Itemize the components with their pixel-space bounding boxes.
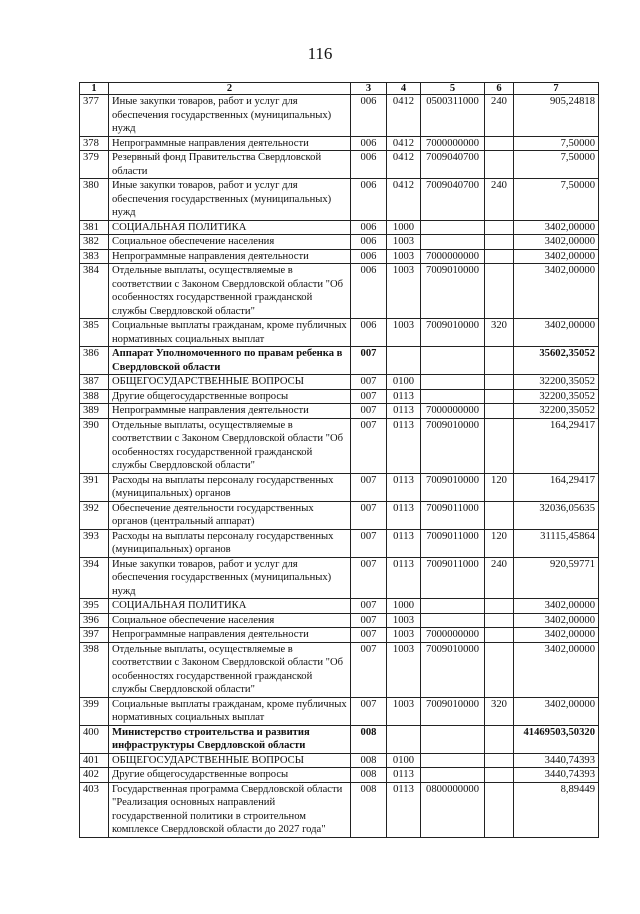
item-name-cell: СОЦИАЛЬНАЯ ПОЛИТИКА (109, 599, 351, 614)
table-row (80, 557, 599, 599)
table-row (80, 347, 599, 375)
header-col-4: 4 (387, 83, 421, 95)
row-number-cell: 399 (80, 697, 109, 725)
department-code-cell: 007 (351, 529, 387, 557)
amount-cell: 31115,45864 (514, 529, 599, 557)
item-name-cell: Расходы на выплаты персоналу государственных (муниципальных) органов (109, 529, 351, 557)
row-number-cell: 395 (80, 599, 109, 614)
section-code-cell: 1003 (387, 319, 421, 347)
header-col-1: 1 (80, 83, 109, 95)
target-article-cell (421, 375, 485, 390)
section-code-cell: 0100 (387, 375, 421, 390)
target-article-cell: 7009010000 (421, 319, 485, 347)
table-row (80, 151, 599, 179)
amount-cell: 164,29417 (514, 418, 599, 473)
row-number-cell: 401 (80, 753, 109, 768)
table-row (80, 768, 599, 783)
target-article-cell (421, 725, 485, 753)
header-col-6: 6 (485, 83, 514, 95)
department-code-cell: 007 (351, 473, 387, 501)
expense-type-cell (485, 404, 514, 419)
item-name-cell: ОБЩЕГОСУДАРСТВЕННЫЕ ВОПРОСЫ (109, 375, 351, 390)
item-name-cell: Отдельные выплаты, осуществляемые в соответствии с Законом Свердловской области "Об особенностях государственной гражданской службы Свердловской области" (109, 642, 351, 697)
item-name-cell: Резервный фонд Правительства Свердловской области (109, 151, 351, 179)
expense-type-cell (485, 628, 514, 643)
table-row (80, 725, 599, 753)
table-row (80, 418, 599, 473)
table-row (80, 697, 599, 725)
target-article-cell: 7009011000 (421, 557, 485, 599)
table-row (80, 375, 599, 390)
section-code-cell: 1000 (387, 599, 421, 614)
section-code-cell: 0113 (387, 389, 421, 404)
target-article-cell: 7009010000 (421, 473, 485, 501)
amount-cell: 3402,00000 (514, 220, 599, 235)
row-number-cell: 403 (80, 782, 109, 837)
section-code-cell: 0412 (387, 179, 421, 221)
target-article-cell: 7009040700 (421, 179, 485, 221)
section-code-cell: 1003 (387, 235, 421, 250)
department-code-cell: 006 (351, 179, 387, 221)
amount-cell: 3402,00000 (514, 599, 599, 614)
item-name-cell: Отдельные выплаты, осуществляемые в соответствии с Законом Свердловской области "Об особенностях государственной гражданской службы Свердловской области" (109, 264, 351, 319)
department-code-cell: 006 (351, 264, 387, 319)
amount-cell: 7,50000 (514, 179, 599, 221)
item-name-cell: Другие общегосударственные вопросы (109, 768, 351, 783)
amount-cell: 7,50000 (514, 136, 599, 151)
department-code-cell: 006 (351, 136, 387, 151)
target-article-cell: 7009011000 (421, 501, 485, 529)
table-row (80, 389, 599, 404)
row-number-cell: 402 (80, 768, 109, 783)
row-number-cell: 385 (80, 319, 109, 347)
section-code-cell: 1003 (387, 249, 421, 264)
amount-cell: 3440,74393 (514, 753, 599, 768)
section-code-cell: 0113 (387, 782, 421, 837)
table-row (80, 642, 599, 697)
row-number-cell: 380 (80, 179, 109, 221)
target-article-cell (421, 768, 485, 783)
header-col-5: 5 (421, 83, 485, 95)
row-number-cell: 387 (80, 375, 109, 390)
target-article-cell (421, 599, 485, 614)
header-col-2: 2 (109, 83, 351, 95)
amount-cell: 905,24818 (514, 95, 599, 137)
target-article-cell: 7000000000 (421, 628, 485, 643)
expense-type-cell: 320 (485, 319, 514, 347)
department-code-cell: 006 (351, 95, 387, 137)
target-article-cell: 7009010000 (421, 697, 485, 725)
target-article-cell (421, 753, 485, 768)
amount-cell: 3402,00000 (514, 235, 599, 250)
item-name-cell: Непрограммные направления деятельности (109, 136, 351, 151)
row-number-cell: 394 (80, 557, 109, 599)
department-code-cell: 007 (351, 404, 387, 419)
amount-cell: 3402,00000 (514, 697, 599, 725)
target-article-cell: 7009011000 (421, 529, 485, 557)
row-number-cell: 400 (80, 725, 109, 753)
expense-type-cell (485, 249, 514, 264)
table-row (80, 249, 599, 264)
page-number: 116 (307, 44, 333, 63)
table-row (80, 220, 599, 235)
section-code-cell: 0113 (387, 418, 421, 473)
header-col-3: 3 (351, 83, 387, 95)
expense-type-cell (485, 264, 514, 319)
amount-cell: 41469503,50320 (514, 725, 599, 753)
section-code-cell: 0113 (387, 501, 421, 529)
item-name-cell: Непрограммные направления деятельности (109, 249, 351, 264)
amount-cell: 32200,35052 (514, 375, 599, 390)
item-name-cell: Социальное обеспечение населения (109, 613, 351, 628)
target-article-cell: 7009010000 (421, 642, 485, 697)
table-row (80, 136, 599, 151)
expense-type-cell (485, 375, 514, 390)
department-code-cell: 007 (351, 501, 387, 529)
department-code-cell: 007 (351, 642, 387, 697)
amount-cell: 32200,35052 (514, 404, 599, 419)
item-name-cell: Государственная программа Свердловской области "Реализация основных направлений государственной политики в строительном комплексе Свердловской области до 2027 года" (109, 782, 351, 837)
row-number-cell: 398 (80, 642, 109, 697)
section-code-cell: 0412 (387, 136, 421, 151)
expense-type-cell (485, 235, 514, 250)
amount-cell: 35602,35052 (514, 347, 599, 375)
department-code-cell: 007 (351, 375, 387, 390)
table-row (80, 753, 599, 768)
table-row (80, 179, 599, 221)
row-number-cell: 393 (80, 529, 109, 557)
section-code-cell: 0412 (387, 151, 421, 179)
section-code-cell: 0113 (387, 768, 421, 783)
expense-type-cell: 120 (485, 529, 514, 557)
amount-cell: 164,29417 (514, 473, 599, 501)
amount-cell: 8,89449 (514, 782, 599, 837)
table-row (80, 404, 599, 419)
table-header-row (80, 83, 599, 95)
target-article-cell (421, 235, 485, 250)
target-article-cell: 7009010000 (421, 418, 485, 473)
department-code-cell: 008 (351, 782, 387, 837)
row-number-cell: 391 (80, 473, 109, 501)
amount-cell: 3402,00000 (514, 264, 599, 319)
expense-type-cell: 120 (485, 473, 514, 501)
target-article-cell: 0500311000 (421, 95, 485, 137)
item-name-cell: Иные закупки товаров, работ и услуг для обеспечения государственных (муниципальных) нужд (109, 95, 351, 137)
row-number-cell: 381 (80, 220, 109, 235)
department-code-cell: 006 (351, 235, 387, 250)
row-number-cell: 396 (80, 613, 109, 628)
expense-type-cell: 240 (485, 95, 514, 137)
expense-type-cell (485, 220, 514, 235)
amount-cell: 3440,74393 (514, 768, 599, 783)
section-code-cell: 1003 (387, 264, 421, 319)
target-article-cell: 0800000000 (421, 782, 485, 837)
item-name-cell: Министерство строительства и развития инфраструктуры Свердловской области (109, 725, 351, 753)
header-col-7: 7 (514, 83, 599, 95)
amount-cell: 3402,00000 (514, 249, 599, 264)
department-code-cell: 008 (351, 725, 387, 753)
section-code-cell: 0113 (387, 529, 421, 557)
expense-type-cell (485, 782, 514, 837)
target-article-cell (421, 220, 485, 235)
table-row (80, 599, 599, 614)
item-name-cell: Обеспечение деятельности государственных органов (центральный аппарат) (109, 501, 351, 529)
section-code-cell: 0100 (387, 753, 421, 768)
target-article-cell: 7009040700 (421, 151, 485, 179)
expense-type-cell (485, 599, 514, 614)
target-article-cell (421, 347, 485, 375)
department-code-cell: 007 (351, 697, 387, 725)
section-code-cell: 0113 (387, 473, 421, 501)
amount-cell: 3402,00000 (514, 642, 599, 697)
table-row (80, 95, 599, 137)
expense-type-cell (485, 418, 514, 473)
section-code-cell: 0113 (387, 557, 421, 599)
target-article-cell: 7000000000 (421, 249, 485, 264)
department-code-cell: 006 (351, 319, 387, 347)
row-number-cell: 384 (80, 264, 109, 319)
department-code-cell: 006 (351, 151, 387, 179)
expense-type-cell (485, 151, 514, 179)
department-code-cell: 007 (351, 389, 387, 404)
section-code-cell (387, 347, 421, 375)
item-name-cell: Иные закупки товаров, работ и услуг для обеспечения государственных (муниципальных) нужд (109, 557, 351, 599)
department-code-cell: 008 (351, 753, 387, 768)
expense-type-cell (485, 389, 514, 404)
table-row (80, 529, 599, 557)
row-number-cell: 392 (80, 501, 109, 529)
department-code-cell: 007 (351, 418, 387, 473)
section-code-cell: 0412 (387, 95, 421, 137)
item-name-cell: Непрограммные направления деятельности (109, 404, 351, 419)
target-article-cell: 7000000000 (421, 136, 485, 151)
table-row (80, 782, 599, 837)
expense-type-cell: 240 (485, 557, 514, 599)
item-name-cell: Расходы на выплаты персоналу государственных (муниципальных) органов (109, 473, 351, 501)
expense-type-cell (485, 642, 514, 697)
row-number-cell: 397 (80, 628, 109, 643)
expense-type-cell (485, 613, 514, 628)
section-code-cell (387, 725, 421, 753)
row-number-cell: 382 (80, 235, 109, 250)
amount-cell: 32036,05635 (514, 501, 599, 529)
item-name-cell: Социальные выплаты гражданам, кроме публичных нормативных социальных выплат (109, 697, 351, 725)
department-code-cell: 008 (351, 768, 387, 783)
section-code-cell: 1000 (387, 220, 421, 235)
budget-table (79, 82, 599, 838)
department-code-cell: 007 (351, 347, 387, 375)
target-article-cell: 7000000000 (421, 404, 485, 419)
expense-type-cell (485, 725, 514, 753)
table-body (80, 95, 599, 838)
amount-cell: 3402,00000 (514, 319, 599, 347)
table-row (80, 319, 599, 347)
department-code-cell: 006 (351, 220, 387, 235)
expense-type-cell (485, 347, 514, 375)
section-code-cell: 0113 (387, 404, 421, 419)
amount-cell: 920,59771 (514, 557, 599, 599)
expense-type-cell (485, 753, 514, 768)
row-number-cell: 383 (80, 249, 109, 264)
department-code-cell: 007 (351, 628, 387, 643)
row-number-cell: 377 (80, 95, 109, 137)
expense-type-cell (485, 501, 514, 529)
amount-cell: 3402,00000 (514, 613, 599, 628)
target-article-cell (421, 389, 485, 404)
amount-cell: 7,50000 (514, 151, 599, 179)
item-name-cell: ОБЩЕГОСУДАРСТВЕННЫЕ ВОПРОСЫ (109, 753, 351, 768)
amount-cell: 32200,35052 (514, 389, 599, 404)
section-code-cell: 1003 (387, 642, 421, 697)
amount-cell: 3402,00000 (514, 628, 599, 643)
row-number-cell: 379 (80, 151, 109, 179)
expense-type-cell: 240 (485, 179, 514, 221)
item-name-cell: Непрограммные направления деятельности (109, 628, 351, 643)
department-code-cell: 007 (351, 599, 387, 614)
row-number-cell: 389 (80, 404, 109, 419)
target-article-cell (421, 613, 485, 628)
row-number-cell: 390 (80, 418, 109, 473)
row-number-cell: 386 (80, 347, 109, 375)
department-code-cell: 007 (351, 557, 387, 599)
table-row (80, 501, 599, 529)
section-code-cell: 1003 (387, 697, 421, 725)
item-name-cell: Социальное обеспечение населения (109, 235, 351, 250)
department-code-cell: 007 (351, 613, 387, 628)
expense-type-cell: 320 (485, 697, 514, 725)
row-number-cell: 388 (80, 389, 109, 404)
item-name-cell: Иные закупки товаров, работ и услуг для обеспечения государственных (муниципальных) нужд (109, 179, 351, 221)
expense-type-cell (485, 136, 514, 151)
section-code-cell: 1003 (387, 628, 421, 643)
item-name-cell: СОЦИАЛЬНАЯ ПОЛИТИКА (109, 220, 351, 235)
item-name-cell: Отдельные выплаты, осуществляемые в соответствии с Законом Свердловской области "Об особенностях государственной гражданской службы Свердловской области" (109, 418, 351, 473)
table-row (80, 264, 599, 319)
row-number-cell: 378 (80, 136, 109, 151)
item-name-cell: Аппарат Уполномоченного по правам ребенка в Свердловской области (109, 347, 351, 375)
expense-type-cell (485, 768, 514, 783)
table-row (80, 473, 599, 501)
table-row (80, 613, 599, 628)
item-name-cell: Социальные выплаты гражданам, кроме публичных нормативных социальных выплат (109, 319, 351, 347)
table-row (80, 235, 599, 250)
department-code-cell: 006 (351, 249, 387, 264)
table-row (80, 628, 599, 643)
item-name-cell: Другие общегосударственные вопросы (109, 389, 351, 404)
section-code-cell: 1003 (387, 613, 421, 628)
target-article-cell: 7009010000 (421, 264, 485, 319)
